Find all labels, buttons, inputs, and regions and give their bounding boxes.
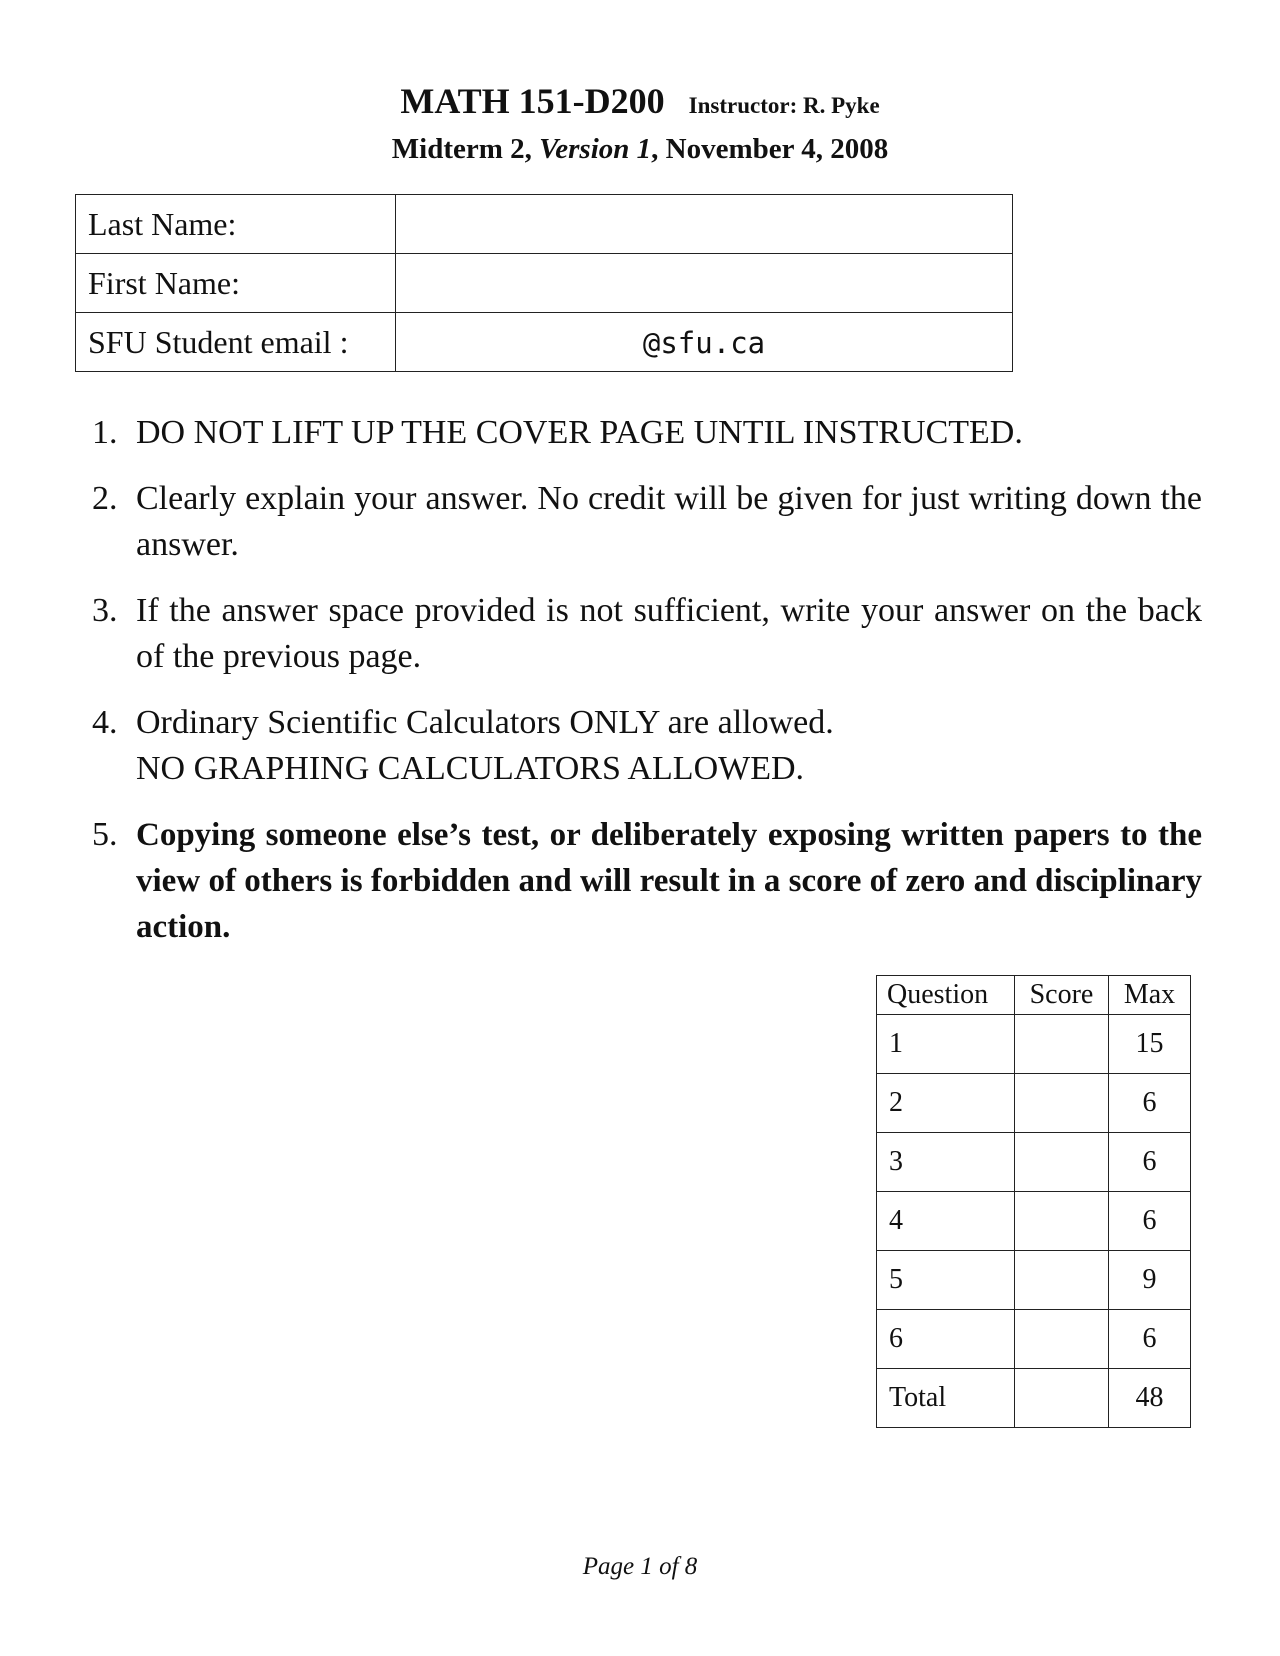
question-cell: 3 (877, 1133, 1015, 1192)
total-label: Total (877, 1369, 1015, 1428)
max-cell: 6 (1109, 1074, 1191, 1133)
rule-item (92, 476, 1202, 568)
first-name-label: First Name: (76, 254, 396, 313)
rule-item (92, 812, 1202, 950)
question-cell: 4 (877, 1192, 1015, 1251)
score-cell[interactable] (1015, 1074, 1109, 1133)
exam-rules (92, 410, 1202, 970)
exam-header (0, 80, 1280, 122)
score-header: Score (1015, 976, 1109, 1015)
last-name-field[interactable] (396, 195, 1013, 254)
last-name-label: Last Name: (76, 195, 396, 254)
score-row (877, 1133, 1191, 1192)
page-number: Page 1 of 8 (582, 1553, 698, 1580)
first-name-row (76, 254, 1013, 313)
email-field[interactable] (396, 313, 1013, 372)
exam-version: Version 1 (539, 133, 652, 165)
rule-text: Clearly explain your answer. No credit will be given for just writing down the answer. (136, 480, 1202, 563)
max-cell: 6 (1109, 1133, 1191, 1192)
rule-number: 1. (92, 414, 118, 451)
max-cell: 15 (1109, 1015, 1191, 1074)
email-label: SFU Student email : (76, 313, 396, 372)
question-cell: 2 (877, 1074, 1015, 1133)
score-cell[interactable] (1015, 1133, 1109, 1192)
question-header: Question (877, 976, 1015, 1015)
score-cell[interactable] (1015, 1251, 1109, 1310)
email-row (76, 313, 1013, 372)
score-row (877, 1310, 1191, 1369)
max-cell: 9 (1109, 1251, 1191, 1310)
exam-date: , November 4, 2008 (651, 133, 889, 165)
question-cell: 5 (877, 1251, 1015, 1310)
score-table (876, 975, 1191, 1428)
rule-number: 4. (92, 704, 118, 741)
rule-text: If the answer space provided is not sufficient, write your answer on the back of the previous page. (136, 592, 1202, 675)
score-row (877, 1074, 1191, 1133)
score-cell[interactable] (1015, 1192, 1109, 1251)
rule-item (92, 410, 1202, 456)
score-cell[interactable] (1015, 1310, 1109, 1369)
rule-item (92, 588, 1202, 680)
first-name-field[interactable] (396, 254, 1013, 313)
question-cell: 1 (877, 1015, 1015, 1074)
rule-text: Copying someone else’s test, or deliberately exposing written papers to the view of others is forbidden and will result in a score of zero and disciplinary action. (136, 817, 1202, 945)
rule-number: 2. (92, 480, 118, 517)
course-title: MATH 151-D200 (400, 81, 665, 121)
student-info-table (75, 194, 1013, 372)
instructor: Instructor: R. Pyke (688, 93, 880, 118)
email-suffix: @sfu.ca (642, 325, 766, 360)
rule-item (92, 700, 1202, 792)
last-name-row (76, 195, 1013, 254)
score-header-row (877, 976, 1191, 1015)
rule-text: DO NOT LIFT UP THE COVER PAGE UNTIL INSTRUCTED. (136, 414, 1023, 451)
total-max-cell: 48 (1109, 1369, 1191, 1428)
rule-text-line2: NO GRAPHING CALCULATORS ALLOWED. (136, 750, 805, 787)
score-cell[interactable] (1015, 1015, 1109, 1074)
max-cell: 6 (1109, 1310, 1191, 1369)
rule-number: 5. (92, 816, 118, 853)
exam-name: Midterm 2, (391, 133, 532, 165)
score-row (877, 1192, 1191, 1251)
rule-text: Ordinary Scientific Calculators ONLY are allowed. (136, 704, 834, 741)
exam-subtitle (0, 133, 1280, 166)
total-score-cell[interactable] (1015, 1369, 1109, 1428)
max-header: Max (1109, 976, 1191, 1015)
max-cell: 6 (1109, 1192, 1191, 1251)
score-row (877, 1251, 1191, 1310)
question-cell: 6 (877, 1310, 1015, 1369)
rule-number: 3. (92, 592, 118, 629)
score-row (877, 1015, 1191, 1074)
total-row (877, 1369, 1191, 1428)
